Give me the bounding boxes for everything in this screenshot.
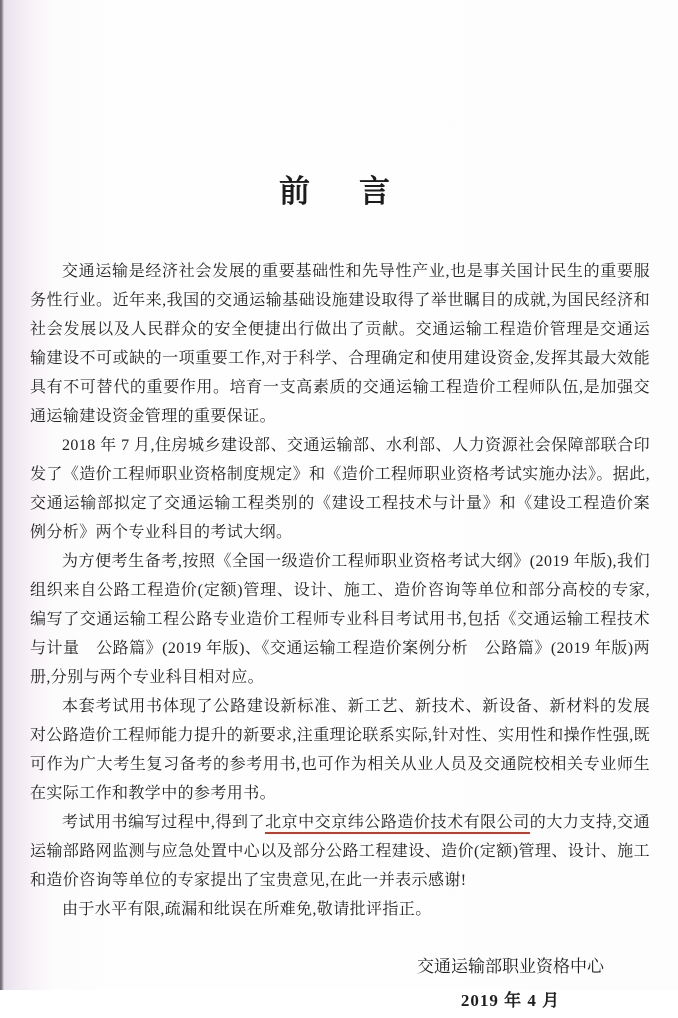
acknowledgement-text-before: 考试用书编写过程中,得到了 xyxy=(62,814,266,831)
page-title: 前 言 xyxy=(279,174,399,209)
company-name-red-underlined: 北京中交京纬公路造价技术有限公司 xyxy=(265,814,530,834)
acknowledgement-text-after: 的大力支持,交通运输部路网监测与应急处置中心以及部分公路工程建设、造价(定额)管理、设计、施工和造价咨询等单位的专家提出了宝贵意见,在此一并表示感谢! xyxy=(30,814,651,889)
preface-body xyxy=(0,257,678,924)
paragraph-policy: 2018 年 7 月,住房城乡建设部、交通运输部、水利部、人力资源社会保障部联合印发了《造价工程师职业资格制度规定》和《造价工程师职业资格考试实施办法》。据此,交通运输部拟定了交通运输工程类别的《建设工程技术与计量》和《建设工程造价案例分析》两个专业科目的考试大纲。 xyxy=(30,437,650,541)
paragraph-books: 为方便考生备考,按照《全国一级造价工程师职业资格考试大纲》(2019 年版),我们组织来自公路工程造价(定额)管理、设计、施工、造价咨询等单位和部分高校的专家,编写了交通运输工程公路专业造价工程师专业科目考试用书,包括《交通运输工程技术与计量 公路篇》(2019 年版)、《交通运输工程造价案例分析 公路篇》(2019 年版)两册,分别与两个专业科目相对应。 xyxy=(30,553,650,686)
paragraph-intro: 交通运输是经济社会发展的重要基础性和先导性产业,也是事关国计民生的重要服务性行业。近年来,我国的交通运输基础设施建设取得了举世瞩目的成就,为国民经济和社会发展以及人民群众的安全便捷出行做出了贡献。交通运输工程造价管理是交通运输建设不可或缺的一项重要工作,对于科学、合理确定和使用建设资金,发挥其最大效能具有不可替代的重要作用。培育一支高素质的交通运输工程造价工程师队伍,是加强交通运输建设资金管理的重要保证。 xyxy=(30,263,650,425)
paragraph-closing: 由于水平有限,疏漏和纰误在所难免,敬请批评指正。 xyxy=(62,901,432,918)
paragraph-acknowledgement xyxy=(30,808,650,895)
signature-date: 2019 年 4 月 xyxy=(460,991,561,1010)
signature-block xyxy=(0,950,678,1018)
signature-organization: 交通运输部职业资格中心 xyxy=(417,957,604,976)
paragraph-features: 本套考试用书体现了公路建设新标准、新工艺、新技术、新设备、新材料的发展对公路造价工程师能力提升的新要求,注重理论联系实际,针对性、实用性和操作性强,既可作为广大考生复习备考的参考用书,也可作为相关从业人员及交通院校相关专业师生在实际工作和教学中的参考用书。 xyxy=(30,698,651,802)
